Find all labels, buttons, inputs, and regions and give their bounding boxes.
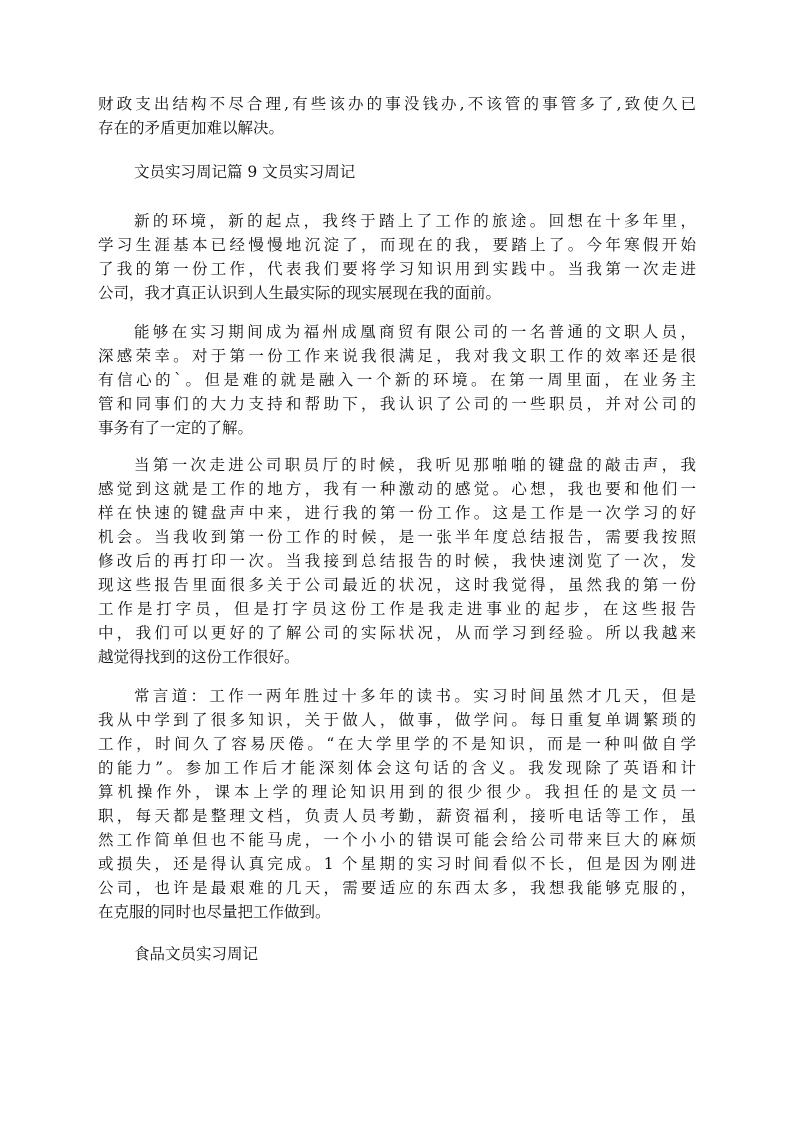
section-heading-food-internship-log: 食品文员实习周记 [134,945,259,963]
paragraph-company-role [98,320,696,440]
text-line: 当第一次走进公司职员厅的时候，我听见那啪啪的键盘的敲击声，我 [134,456,696,474]
paragraph-first-task [98,453,696,669]
text-line: 修改后的再打印一次。当我接到总结报告的时候，我快速浏览了一次，发 [98,552,696,570]
text-line: 工作，时间久了容易厌倦。“在大学里学的不是知识，而是一种叫做自学 [98,735,696,753]
paragraph-fiscal-summary [98,92,696,140]
text-line: 职，每天都是整理文档，负责人员考勤，薪资福利，接听电话等工作，虽 [98,807,696,825]
text-line: 事务有了一定的了解。 [98,419,254,437]
text-line: 机会。当我收到第一份工作的时候，是一张半年度总结报告，需要我按照 [98,528,696,546]
text-line: 学习生涯基本已经慢慢地沉淀了，而现在的我，要踏上了。今年寒假开始 [98,236,696,254]
text-line: 或损失，还是得认真完成。1 个星期的实习时间看似不长，但是因为刚进 [98,855,696,873]
paragraph-new-environment [98,209,696,305]
text-line: 的能力”。参加工作后才能深刻体会这句话的含义。我发现除了英语和计 [98,759,696,777]
text-line: 中，我们可以更好的了解公司的实际状况，从而学习到经验。所以我越来 [98,624,696,642]
text-line: 算机操作外，课本上学的理论知识用到的很少很少。我担任的是文员一 [98,783,696,801]
text-line: 公司，也许是最艰难的几天，需要适应的东西太多，我想我能够克服的， [98,879,696,897]
section-heading-internship-log-9: 文员实习周记篇 9 文员实习周记 [134,163,356,181]
text-line: 我从中学到了很多知识，关于做人，做事，做学问。每日重复单调繁琐的 [98,711,696,729]
text-line: 感觉到这就是工作的地方，我有一种激动的感觉。心想，我也要和他们一 [98,480,696,498]
text-line: 深感荣幸。对于第一份工作来说我很满足，我对我文职工作的效率还是很 [98,347,696,365]
text-line: 能够在实习期间成为福州成凰商贸有限公司的一名普通的文职人员， [134,323,696,341]
text-line: 有信心的`。但是难的就是融入一个新的环境。在第一周里面，在业务主 [98,371,696,389]
text-line: 在克服的同时也尽量把工作做到。 [98,903,331,921]
text-line: 常言道：工作一两年胜过十多年的读书。实习时间虽然才几天，但是 [134,687,696,705]
text-line: 新的环境，新的起点，我终于踏上了工作的旅途。回想在十多年里， [134,212,696,230]
text-line: 工作是打字员，但是打字员这份工作是我走进事业的起步，在这些报告 [98,600,696,618]
text-line: 存在的矛盾更加难以解决。 [98,119,285,137]
text-line: 管和同事们的大力支持和帮助下，我认识了公司的一些职员，并对公司的 [98,395,696,413]
text-line: 越觉得找到的这份工作很好。 [98,648,300,666]
paragraph-reflection [98,684,696,924]
text-line: 财政支出结构不尽合理,有些该办的事没钱办,不该管的事管多了,致使久已 [98,95,696,113]
text-line: 样在快速的键盘声中来，进行我的第一份工作。这是工作是一次学习的好 [98,504,696,522]
text-line: 了我的第一份工作，代表我们要将学习知识用到实践中。当我第一次走进 [98,260,696,278]
text-line: 公司，我才真正认识到人生最实际的现实展现在我的面前。 [98,284,502,302]
text-line: 然工作简单但也不能马虎，一个小小的错误可能会给公司带来巨大的麻烦 [98,831,696,849]
text-line: 现这些报告里面很多关于公司最近的状况，这时我觉得，虽然我的第一份 [98,576,696,594]
